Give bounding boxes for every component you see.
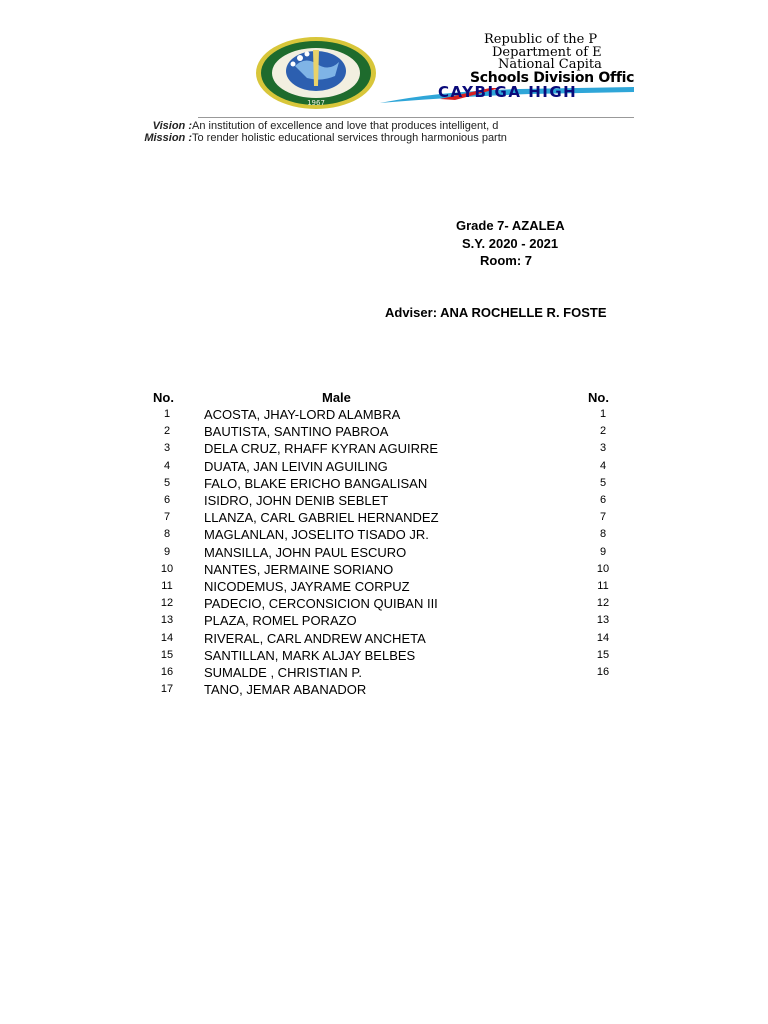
division-office-name: Schools Division Offic <box>470 70 634 86</box>
mission-text: To render holistic educational services through harmonious partn <box>192 132 507 144</box>
male-student-name: SANTILLAN, MARK ALJAY BELBES <box>204 647 416 663</box>
male-student-name: RIVERAL, CARL ANDREW ANCHETA <box>204 630 426 646</box>
male-roster-row <box>0 526 634 543</box>
male-student-name: LLANZA, CARL GABRIEL HERNANDEZ <box>204 510 439 526</box>
female-row-number: 3 <box>599 442 607 455</box>
male-roster-row <box>0 423 634 440</box>
female-row-number: 6 <box>599 494 607 506</box>
male-roster-row <box>0 544 634 561</box>
male-roster-row <box>0 440 634 457</box>
agency-line-republic: Republic of the P <box>484 32 598 47</box>
male-student-name: FALO, BLAKE ERICHO BANGALISAN <box>204 475 428 491</box>
male-row-number: 13 <box>160 614 174 627</box>
vision-label: Vision : <box>152 120 192 132</box>
male-student-name: SUMALDE , CHRISTIAN P. <box>204 665 362 680</box>
male-row-number: 3 <box>163 442 171 455</box>
male-roster-row <box>0 647 634 664</box>
male-student-name: NANTES, JERMAINE SORIANO <box>204 561 394 577</box>
male-student-name: DELA CRUZ, RHAFF KYRAN AGUIRRE <box>204 441 439 457</box>
header-divider <box>198 117 634 118</box>
male-roster-row <box>0 475 634 492</box>
agency-line-region: National Capita <box>498 57 602 72</box>
male-row-number: 4 <box>163 459 171 472</box>
grade-section-title: Grade 7- AZALEA <box>456 218 565 233</box>
female-row-number: 9 <box>599 545 607 558</box>
male-row-number: 6 <box>163 494 171 506</box>
male-row-number: 11 <box>161 580 173 592</box>
seal-year-text: 1967 <box>307 99 325 107</box>
female-row-number: 14 <box>596 631 610 644</box>
male-row-number: 14 <box>160 631 174 644</box>
male-roster-row <box>0 630 634 647</box>
vision-statement <box>140 120 498 132</box>
male-row-number: 9 <box>163 545 171 558</box>
male-student-name: MAGLANLAN, JOSELITO TISADO JR. <box>204 527 429 543</box>
female-row-number: 11 <box>597 580 609 592</box>
male-row-number: 16 <box>160 666 174 678</box>
male-row-number: 8 <box>163 528 171 541</box>
female-row-number: 12 <box>596 597 610 610</box>
male-student-name: ISIDRO, JOHN DENIB SEBLET <box>204 493 389 508</box>
female-row-number: 16 <box>596 666 610 678</box>
column-header-male: Male <box>322 390 351 405</box>
school-year: S.Y. 2020 - 2021 <box>462 236 559 251</box>
male-roster-row <box>0 664 634 681</box>
room-number: Room: 7 <box>480 253 532 268</box>
document-header <box>0 0 634 150</box>
male-roster-row <box>0 612 634 629</box>
male-roster-row <box>0 458 634 475</box>
male-roster-row <box>0 595 634 612</box>
male-student-name: PLAZA, ROMEL PORAZO <box>204 613 357 629</box>
mission-label: Mission : <box>144 132 192 144</box>
male-roster-row <box>0 509 634 526</box>
male-roster-row <box>0 578 634 595</box>
column-header-female-no: No. <box>588 390 609 405</box>
adviser-name: Adviser: ANA ROCHELLE R. FOSTE <box>385 305 607 320</box>
school-seal-logo <box>255 36 377 110</box>
female-row-number: 15 <box>596 648 610 661</box>
male-row-number: 1 <box>163 408 171 420</box>
female-row-number: 2 <box>599 425 607 438</box>
female-row-number: 1 <box>599 408 607 420</box>
male-row-number: 10 <box>160 562 174 575</box>
male-student-name: MANSILLA, JOHN PAUL ESCURO <box>204 544 407 560</box>
male-row-number: 7 <box>163 511 171 524</box>
male-row-number: 2 <box>163 425 171 438</box>
agency-line-department: Department of E <box>492 45 602 60</box>
male-roster-row <box>0 406 634 423</box>
female-row-number: 7 <box>599 511 607 524</box>
female-row-number: 13 <box>596 614 610 627</box>
column-header-male-no: No. <box>153 390 174 405</box>
vision-text: An institution of excellence and love that produces intelligent, d <box>192 120 499 132</box>
female-row-number: 10 <box>596 562 610 575</box>
male-student-name: TANO, JEMAR ABANADOR <box>204 682 367 698</box>
school-name: CAYBIGA HIGH <box>438 83 578 101</box>
female-row-number: 4 <box>599 459 607 472</box>
male-student-name: ACOSTA, JHAY-LORD ALAMBRA <box>204 407 401 422</box>
male-student-name: PADECIO, CERCONSICION QUIBAN III <box>204 596 438 612</box>
male-student-name: BAUTISTA, SANTINO PABROA <box>204 424 389 440</box>
male-row-number: 15 <box>160 648 174 661</box>
male-roster-row <box>0 492 634 509</box>
male-student-name: NICODEMUS, JAYRAME CORPUZ <box>204 579 410 594</box>
male-row-number: 12 <box>160 597 174 610</box>
male-student-name: DUATA, JAN LEIVIN AGUILING <box>204 458 388 474</box>
female-row-number: 8 <box>599 528 607 541</box>
female-row-number: 5 <box>599 476 607 489</box>
male-row-number: 17 <box>160 683 174 696</box>
mission-statement <box>128 132 507 144</box>
male-row-number: 5 <box>163 476 171 489</box>
male-roster-row <box>0 561 634 578</box>
male-roster-row <box>0 681 634 698</box>
